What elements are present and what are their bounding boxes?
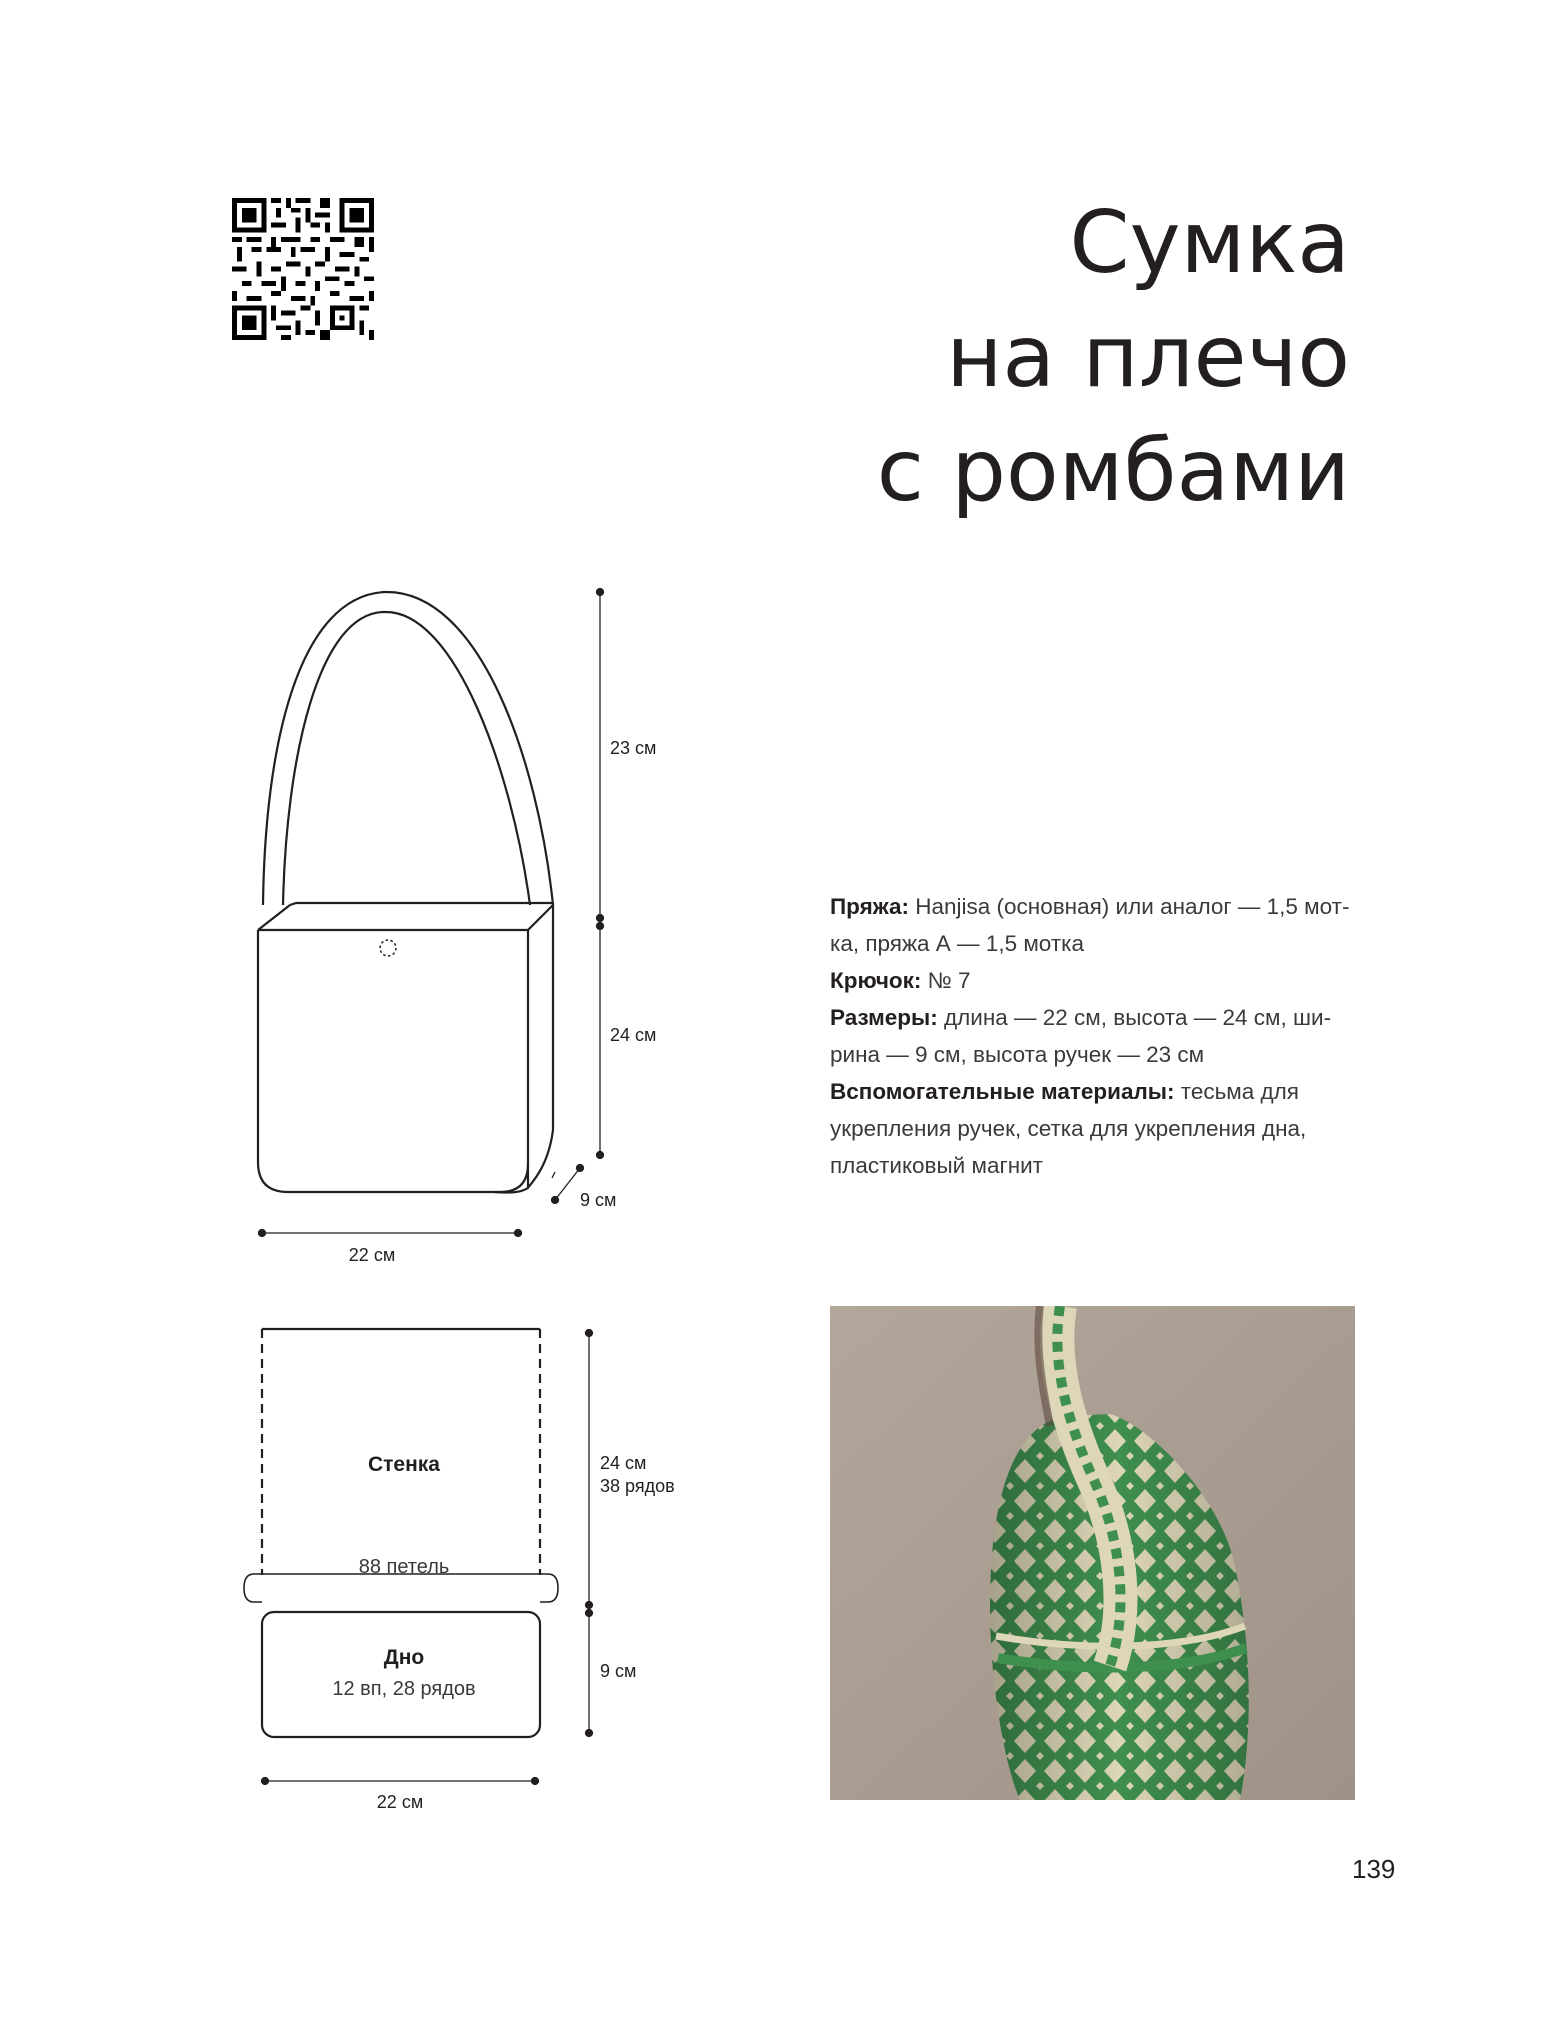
bag-side xyxy=(528,930,553,1188)
bottom-label: Дно xyxy=(383,1646,425,1669)
width-label: 22 см xyxy=(348,1245,396,1265)
spec-hook: Крючок: № 7 xyxy=(830,968,971,993)
bag-back xyxy=(290,903,553,1130)
title-line-1: Сумка xyxy=(1069,193,1350,293)
wall-height-label: 24 см xyxy=(600,1453,647,1473)
bag-photo xyxy=(830,1306,1355,1800)
stitches-label: 88 петель xyxy=(358,1556,450,1578)
spec-size: Размеры: длина — 22 см, высота — 24 см, ши-рина — 9 см, высота ручек — 23 см xyxy=(830,1005,1332,1067)
join-left xyxy=(244,1574,262,1602)
title-line-2: на плечо xyxy=(946,307,1350,407)
spec-aux: Вспомогательные материалы: тесьма для укрепления ручек, сетка для укрепления дна, пластиковый магнит xyxy=(830,1079,1307,1178)
schema-width-label: 22 см xyxy=(376,1792,424,1812)
bag-front xyxy=(258,930,528,1192)
pattern-schema xyxy=(244,1329,558,1737)
wall-rows-label: 38 рядов xyxy=(600,1476,675,1496)
title-line-3: с ромбами xyxy=(876,421,1350,521)
body-height-label: 24 см xyxy=(610,1025,657,1045)
bottom-detail: 12 вп, 28 рядов xyxy=(332,1678,476,1700)
handle-inner xyxy=(283,612,530,905)
page-number: 139 xyxy=(1352,1854,1396,1884)
handle-outer xyxy=(263,592,553,905)
materials-spec xyxy=(830,888,1370,1184)
wall-label: Стенка xyxy=(367,1453,441,1476)
join-right xyxy=(540,1574,558,1602)
depth-label: 9 см xyxy=(580,1190,617,1210)
magnet-clasp xyxy=(380,940,396,956)
bag-sketch xyxy=(258,592,553,1193)
bottom-piece xyxy=(262,1612,540,1737)
bottom-height-label: 9 см xyxy=(600,1661,637,1681)
spec-yarn: Пряжа: Hanjisa (основная) или аналог — 1,5 мот-ка, пряжа А — 1,5 мотка xyxy=(830,894,1350,956)
handle-height-label: 23 см xyxy=(610,738,657,758)
